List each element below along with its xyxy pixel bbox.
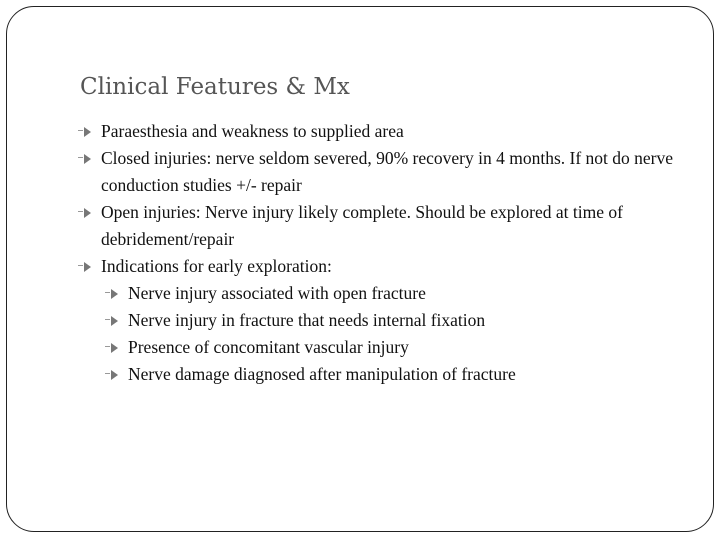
slide-title: Clinical Features & Mx (80, 74, 350, 100)
sub-bullet-text: Nerve injury associated with open fracture (128, 283, 426, 303)
bullet-item (80, 199, 690, 253)
sub-bullet-text: Nerve injury in fracture that needs internal fixation (128, 310, 486, 330)
sub-bullet-item (80, 280, 690, 307)
arrow-bullet-icon (84, 208, 91, 218)
sub-bullet-text: Presence of concomitant vascular injury (128, 337, 409, 357)
bullet-item (80, 253, 690, 280)
bullet-text: Indications for early exploration: (101, 256, 332, 276)
bullet-text: Closed injuries: nerve seldom severed, 90% recovery in 4 months. If not do nerve conduction studies +/- repair (101, 148, 674, 195)
arrow-bullet-icon (111, 370, 118, 380)
bullet-list (80, 118, 690, 388)
arrow-bullet-icon (84, 262, 91, 272)
arrow-bullet-icon (111, 343, 118, 353)
bullet-item (80, 118, 690, 145)
sub-bullet-item (80, 334, 690, 361)
arrow-bullet-icon (84, 127, 91, 137)
bullet-item (80, 145, 690, 199)
sub-bullet-text: Nerve damage diagnosed after manipulation of fracture (128, 364, 516, 384)
bullet-text: Paraesthesia and weakness to supplied area (101, 121, 404, 141)
bullet-text: Open injuries: Nerve injury likely complete. Should be explored at time of debridement/repair (101, 202, 623, 249)
arrow-bullet-icon (111, 289, 118, 299)
sub-bullet-item (80, 307, 690, 334)
sub-bullet-item (80, 361, 690, 388)
arrow-bullet-icon (111, 316, 118, 326)
arrow-bullet-icon (84, 154, 91, 164)
